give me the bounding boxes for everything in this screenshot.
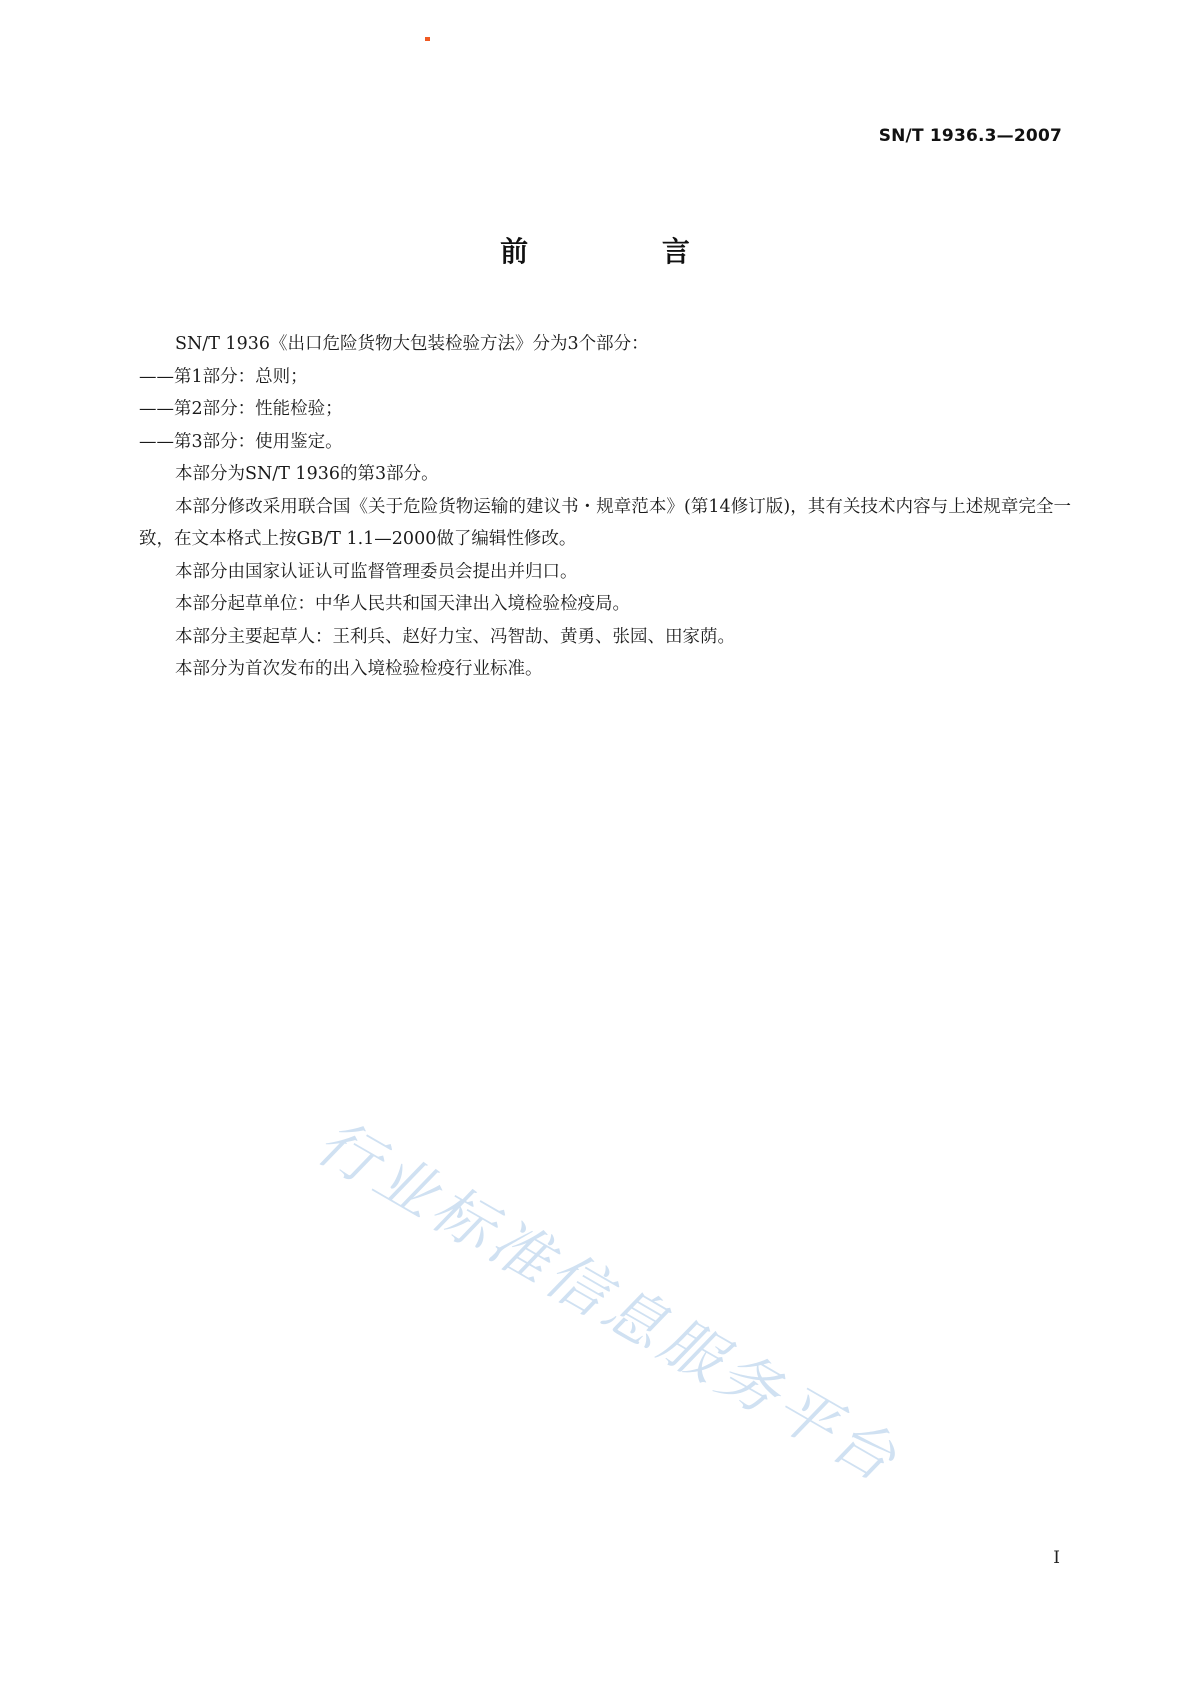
part-3-item: ——第3部分：使用鉴定。: [139, 431, 343, 452]
this-part-paragraph: 本部分为SN/T 1936的第3部分。: [175, 464, 439, 484]
part-2-item: ——第2部分：性能检验；: [139, 399, 343, 419]
part-1-item: ——第1部分：总则；: [139, 366, 308, 387]
page-title: 前 言: [500, 235, 752, 268]
drafters-paragraph: 本部分主要起草人：王利兵、赵好力宝、冯智劼、黄勇、张园、田家荫。: [175, 626, 735, 647]
page-number: I: [1053, 1548, 1060, 1568]
foreword-body: [139, 328, 1071, 686]
first-release-paragraph: 本部分为首次发布的出入境检验检疫行业标准。: [175, 659, 543, 679]
drafting-unit-paragraph: 本部分起草单位：中华人民共和国天津出入境检验检疫局。: [175, 594, 630, 614]
intro-paragraph: SN/T 1936《出口危险货物大包装检验方法》分为3个部分：: [175, 334, 649, 354]
adoption-paragraph: 本部分修改采用联合国《关于危险货物运输的建议书・规章范本》(第14修订版)，其有关技术内容与上述规章完全一致，在文本格式上按GB/T 1.1—2000做了编辑性修改。: [139, 496, 1071, 549]
proposed-by-paragraph: 本部分由国家认证认可监督管理委员会提出并归口。: [175, 561, 578, 582]
watermark: 行业标准信息服务平台: [305, 1107, 912, 1498]
standard-code: SN/T 1936.3—2007: [878, 126, 1062, 146]
orange-mark: [425, 37, 430, 41]
